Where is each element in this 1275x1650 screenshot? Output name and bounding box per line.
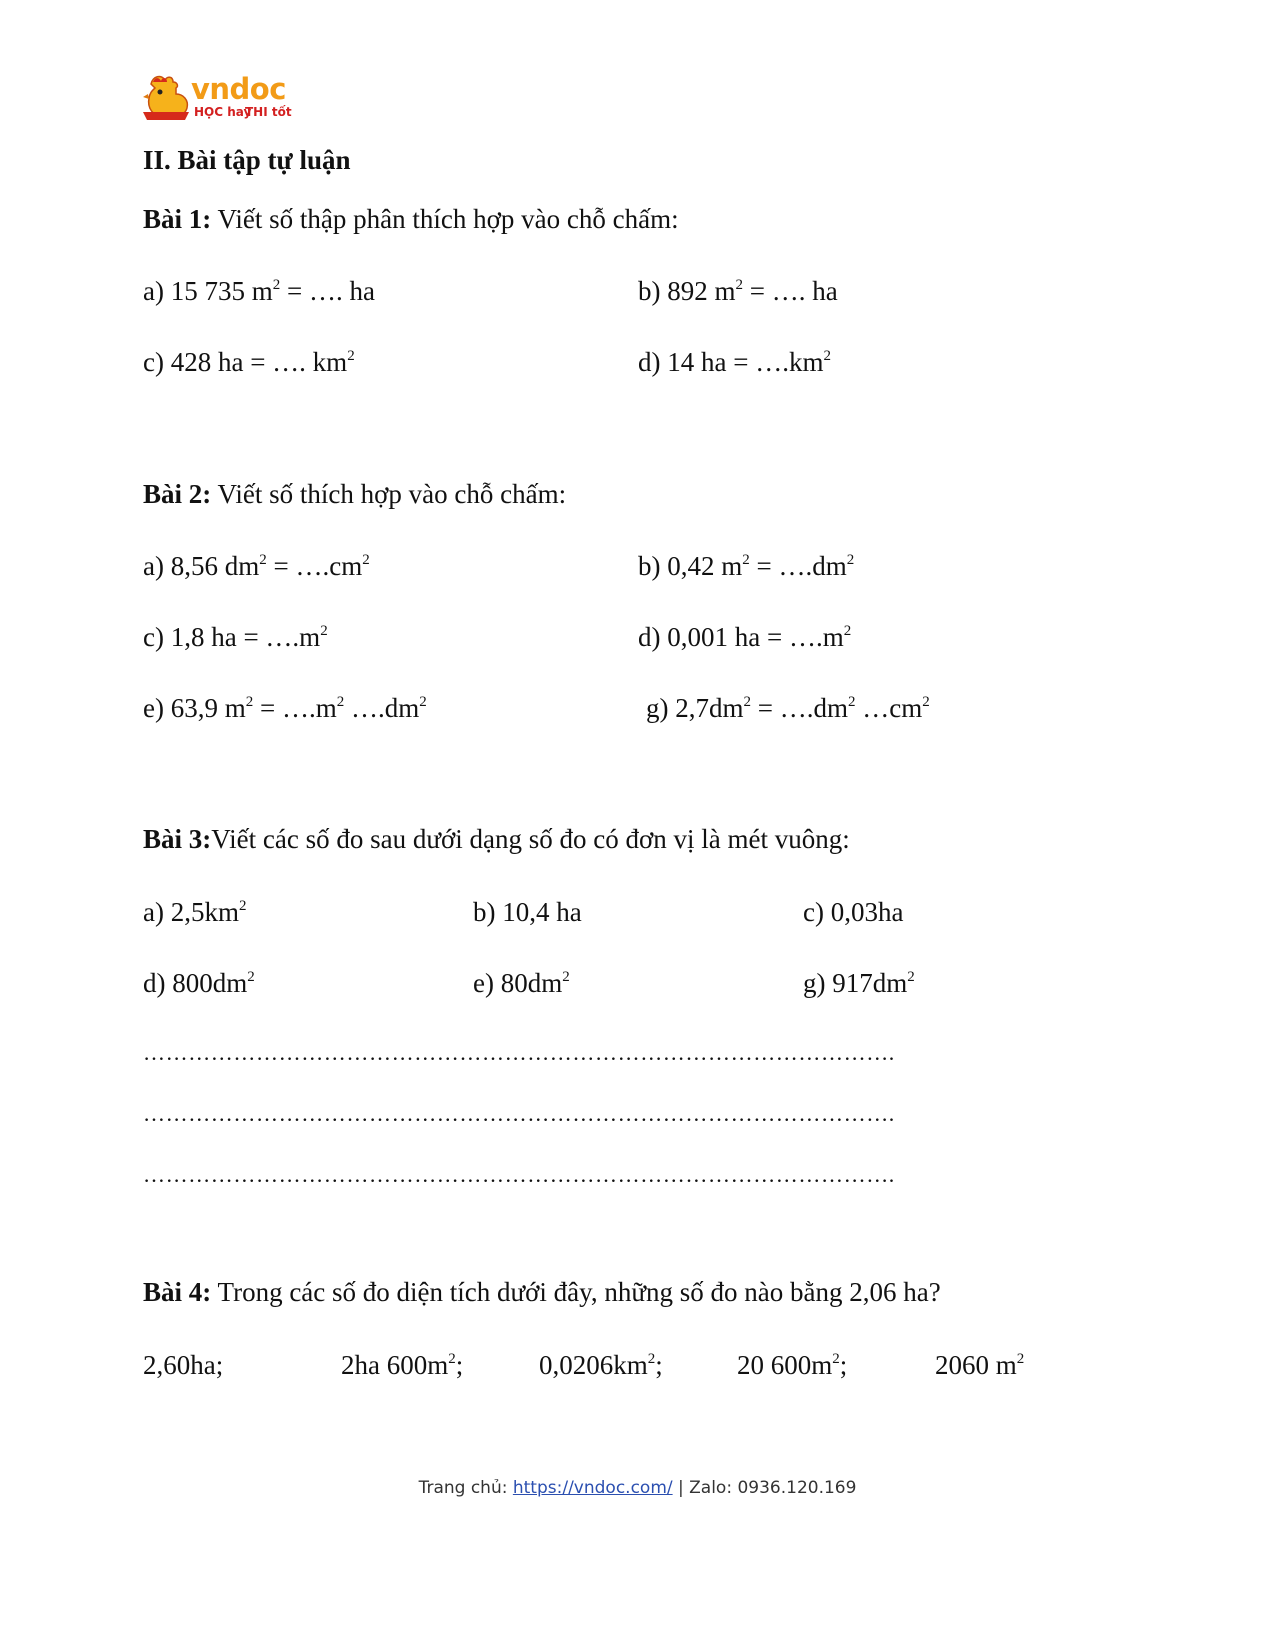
vndoc-logo [143, 72, 303, 124]
bai2-item-e: e) 63,9 $m^2$ = $\dots.m^2$ $\dots.dm^2$ [143, 693, 427, 723]
bai1-item-c: c) 428 ha = …. $km^2$ [143, 347, 355, 377]
bai3-item-b: b) 10,4 ha [473, 897, 582, 927]
bai3-heading [143, 823, 850, 855]
bai2-item-b: b) 0,42 $m^2$ = $\dots.dm^2$ [638, 551, 855, 581]
bai1-item-b: b) 892 $m^2$ = …. ha [638, 276, 838, 306]
bai4-heading [143, 1276, 941, 1308]
page-footer [0, 1478, 1275, 1498]
footer-home-link[interactable]: https://vndoc.com/ [512, 1478, 673, 1498]
bai2-item-d: d) 0,001 ha = $\dots.m^2$ [638, 622, 852, 652]
footer-zalo: | Zalo: 0936.120.169 [672, 1478, 857, 1498]
answer-dot-line-1: ………………………………………………………………………………………. [143, 1040, 895, 1065]
bai4-option-2: 2ha $600m^2$; [341, 1350, 464, 1380]
bai1-text: Viết số thập phân thích hợp vào chỗ chấm: [211, 204, 679, 234]
bai1-heading [143, 203, 679, 235]
brand-name: vndoc [191, 72, 286, 106]
bai2-heading [143, 478, 566, 510]
bai2-text: Viết số thích hợp vào chỗ chấm: [211, 479, 567, 509]
rooster-mascot-icon [143, 74, 193, 122]
slogan-part-1: HỌC hay [194, 105, 252, 119]
bai2-label: Bài 2: [143, 479, 212, 509]
slogan-part-2: THI tốt [245, 105, 292, 119]
bai3-text: Viết các số đo sau dưới dạng số đo có đơn vị là mét vuông: [211, 824, 850, 854]
bai4-option-1: 2,60ha; [143, 1350, 224, 1380]
answer-dot-line-3: ………………………………………………………………………………………. [143, 1162, 895, 1187]
bai2-item-a: a) 8,56 $dm^2$ = $\dots.cm^2$ [143, 551, 370, 581]
bai3-item-e: e) $80dm^2$ [473, 968, 570, 998]
bai2-item-g: g) $2,7dm^2$ = $\dots.dm^2$ $\dots cm^2$ [646, 693, 930, 723]
bai4-option-4: 20 $600m^2$; [737, 1350, 848, 1380]
bai1-item-d: d) 14 ha = $\dots.km^2$ [638, 347, 831, 377]
bai4-label: Bài 4: [143, 1277, 212, 1307]
bai3-item-a: a) $2,5km^2$ [143, 897, 247, 927]
bai2-item-c: c) 1,8 ha = $\dots.m^2$ [143, 622, 328, 652]
bai1-item-a: a) 15 735 $m^2$ = …. ha [143, 276, 375, 306]
bai3-item-g: g) $917dm^2$ [803, 968, 915, 998]
footer-prefix: Trang chủ: [418, 1478, 513, 1498]
section-title: II. Bài tập tự luận [143, 145, 351, 175]
bai3-label: Bài 3: [143, 824, 212, 854]
bai4-option-3: $0,0206km^2$; [539, 1350, 663, 1380]
bai4-option-5: 2060 $m^2$ [935, 1350, 1025, 1380]
bai4-text: Trong các số đo diện tích dưới đây, những số đo nào bằng 2,06 ha? [211, 1277, 941, 1307]
answer-dot-line-2: ………………………………………………………………………………………. [143, 1101, 895, 1126]
bai3-item-d: d) $800dm^2$ [143, 968, 255, 998]
bai3-item-c: c) 0,03ha [803, 897, 904, 927]
bai1-label: Bài 1: [143, 204, 212, 234]
